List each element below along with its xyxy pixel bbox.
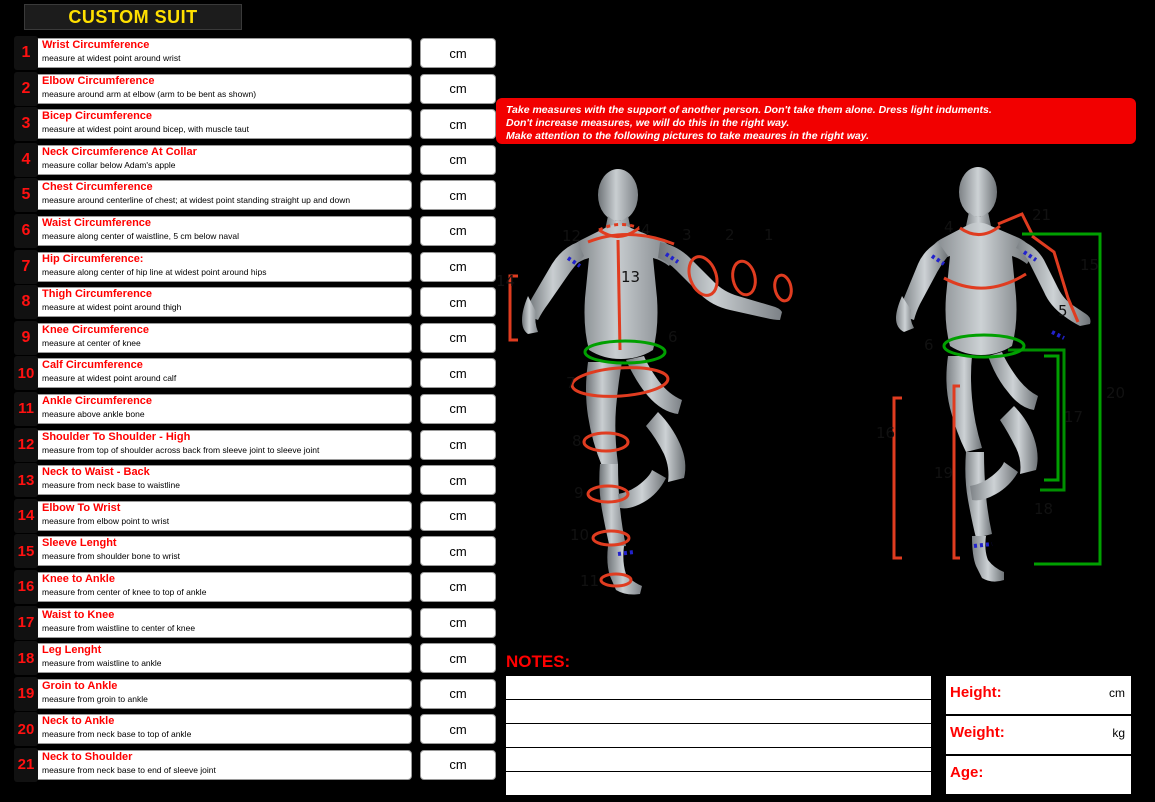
- notes-title: NOTES:: [506, 652, 571, 671]
- measurement-index-badge: 2: [14, 72, 38, 106]
- stat-row[interactable]: [946, 756, 1131, 796]
- measurement-index-badge: 5: [14, 178, 38, 212]
- svg-text:20: 20: [1106, 384, 1126, 402]
- measurement-label: Calf Circumference: [42, 359, 143, 372]
- measurement-label: Elbow To Wrist: [42, 501, 121, 514]
- measurement-value-input-15[interactable]: [420, 536, 496, 566]
- notes-line-input[interactable]: [506, 748, 931, 772]
- measurement-value-input-13[interactable]: [420, 465, 496, 495]
- measurement-value-input-1[interactable]: [420, 38, 496, 68]
- measurement-description: measure at widest point around thigh: [42, 302, 182, 313]
- measurement-row: [14, 712, 494, 748]
- measurement-value-input-6[interactable]: [420, 216, 496, 246]
- measurement-description: measure from groin to ankle: [42, 693, 148, 704]
- measurement-description: measure from top of shoulder across back from sleeve joint to sleeve joint: [42, 444, 320, 455]
- notes-line-input[interactable]: [506, 700, 931, 724]
- measurement-index-badge: 12: [14, 428, 38, 462]
- measurement-unit: cm: [449, 579, 467, 595]
- measurement-row: [14, 107, 494, 143]
- measurement-label: Neck to Waist - Back: [42, 466, 150, 479]
- svg-text:4: 4: [641, 221, 651, 239]
- measurement-unit: cm: [449, 543, 467, 559]
- svg-text:3: 3: [682, 226, 692, 244]
- measurement-label: Waist to Knee: [42, 608, 115, 621]
- measurement-index-badge: 1: [14, 36, 38, 70]
- measurement-label: Knee Circumference: [42, 323, 149, 336]
- measurement-unit: cm: [449, 259, 467, 275]
- measurement-description: measure from elbow point to wrist: [42, 515, 170, 526]
- measurement-index-badge: 7: [14, 250, 38, 284]
- measurement-value-input-7[interactable]: [420, 252, 496, 282]
- measurement-row: [14, 677, 494, 713]
- figure-back-view: [496, 169, 794, 595]
- svg-text:8: 8: [572, 432, 582, 450]
- measurement-unit: cm: [449, 365, 467, 381]
- measurement-description: measure along center of hip line at widest point around hips: [42, 266, 267, 277]
- measurement-unit: cm: [449, 45, 467, 61]
- measurement-unit: cm: [449, 472, 467, 488]
- measurement-row: [14, 321, 494, 357]
- measurement-value-input-14[interactable]: [420, 501, 496, 531]
- measurement-description: measure from center of knee to top of ankle: [42, 586, 207, 597]
- svg-text:12: 12: [562, 227, 582, 245]
- measurement-label: Knee to Ankle: [42, 572, 115, 585]
- measurement-list: [14, 36, 494, 783]
- measurement-unit: cm: [449, 686, 467, 702]
- measurement-row: [14, 428, 494, 464]
- measurement-index-badge: 21: [14, 748, 38, 782]
- measurement-description: measure at widest point around calf: [42, 373, 177, 384]
- measurement-row: [14, 178, 494, 214]
- measurement-label: Elbow Circumference: [42, 74, 155, 87]
- measurement-row: [14, 72, 494, 108]
- page-title: CUSTOM SUIT: [68, 6, 198, 27]
- svg-text:11: 11: [580, 572, 600, 590]
- measurement-index-badge: 9: [14, 321, 38, 355]
- svg-text:19: 19: [934, 464, 954, 482]
- measurement-description: measure at center of knee: [42, 337, 141, 348]
- stat-label: Age:: [950, 764, 984, 781]
- measurement-unit: cm: [449, 81, 467, 97]
- svg-text:13: 13: [621, 268, 641, 286]
- measurement-row: [14, 356, 494, 392]
- measurement-value-input-17[interactable]: [420, 608, 496, 638]
- notes-line-input[interactable]: [506, 724, 931, 748]
- measurement-label: Leg Lenght: [42, 644, 102, 657]
- measurement-unit: cm: [449, 401, 467, 417]
- notes-lines: [506, 676, 931, 796]
- measurement-index-badge: 11: [14, 392, 38, 426]
- warning-line-1: Take measures with the support of another person. Don't take them alone. Dress light induments.: [506, 104, 992, 116]
- measurement-description: measure along center of waistline, 5 cm below naval: [42, 230, 240, 241]
- measurement-value-input-2[interactable]: [420, 74, 496, 104]
- measurement-value-input-16[interactable]: [420, 572, 496, 602]
- measurement-description: measure from neck base to end of sleeve joint: [42, 764, 216, 775]
- measurement-label: Ankle Circumference: [42, 394, 153, 407]
- measurement-row: [14, 285, 494, 321]
- measurement-index-badge: 8: [14, 285, 38, 319]
- measurement-unit: cm: [449, 437, 467, 453]
- measurement-value-input-18[interactable]: [420, 643, 496, 673]
- measurement-label: Wrist Circumference: [42, 39, 150, 51]
- measurement-label: Neck Circumference At Collar: [42, 145, 197, 158]
- measurement-description: measure from neck base to waistline: [42, 480, 180, 491]
- measurement-index-badge: 15: [14, 534, 38, 568]
- measurement-value-input-9[interactable]: [420, 323, 496, 353]
- measurement-label: Chest Circumference: [42, 181, 153, 194]
- svg-text:14: 14: [496, 272, 516, 290]
- svg-text:10: 10: [570, 526, 590, 544]
- measurement-label: Waist Circumference: [42, 216, 152, 229]
- svg-text:21: 21: [1032, 206, 1052, 224]
- measurement-index-badge: 4: [14, 143, 38, 177]
- svg-text:9: 9: [574, 484, 584, 502]
- measurement-unit: cm: [449, 187, 467, 203]
- measurement-row: [14, 36, 494, 72]
- svg-text:17: 17: [1064, 408, 1084, 426]
- stat-row[interactable]: [946, 716, 1131, 756]
- measurement-label: Sleeve Lenght: [42, 537, 117, 550]
- measurement-unit: cm: [449, 721, 467, 737]
- measurement-value-input-11[interactable]: [420, 394, 496, 424]
- measurement-value-input-3[interactable]: [420, 109, 496, 139]
- measurement-description: measure at widest point around bicep, with muscle taut: [42, 124, 249, 135]
- measurement-value-input-19[interactable]: [420, 679, 496, 709]
- stat-row[interactable]: [946, 676, 1131, 716]
- measurement-index-badge: 10: [14, 356, 38, 390]
- svg-text:6: 6: [668, 328, 678, 346]
- measurement-diagram: [496, 150, 1146, 640]
- measurement-index-badge: 18: [14, 641, 38, 675]
- measurement-description: measure at widest point around wrist: [42, 53, 181, 63]
- svg-text:2: 2: [725, 226, 735, 244]
- measurement-index-badge: 14: [14, 499, 38, 533]
- measurement-description: measure from waistline to center of knee: [42, 622, 196, 633]
- measurement-row: [14, 392, 494, 428]
- measurement-label: Groin to Ankle: [42, 679, 118, 692]
- measurement-unit: cm: [449, 223, 467, 239]
- measurement-row: [14, 534, 494, 570]
- stat-unit: kg: [1112, 726, 1125, 740]
- measurement-unit: cm: [449, 757, 467, 773]
- measurement-description: measure around arm at elbow (arm to be bent as shown): [42, 88, 257, 99]
- measurement-index-badge: 13: [14, 463, 38, 497]
- measurement-unit: cm: [449, 330, 467, 346]
- figure-front-view: [876, 167, 1125, 582]
- measurement-value-input-8[interactable]: [420, 287, 496, 317]
- measurement-label: Thigh Circumference: [42, 288, 153, 301]
- page-title-bar: [24, 4, 242, 30]
- measurement-label: Bicep Circumference: [42, 110, 153, 123]
- stat-label: Weight:: [950, 724, 1005, 741]
- svg-text:15: 15: [1080, 256, 1100, 274]
- measurement-row: [14, 499, 494, 535]
- measurement-value-input-5[interactable]: [420, 180, 496, 210]
- measurement-label: Shoulder To Shoulder - High: [42, 430, 191, 443]
- measurement-unit: cm: [449, 116, 467, 132]
- measurement-index-badge: 6: [14, 214, 38, 248]
- measurement-row: [14, 606, 494, 642]
- warning-banner: [496, 98, 1136, 144]
- measurement-value-input-12[interactable]: [420, 430, 496, 460]
- svg-text:16: 16: [876, 424, 896, 442]
- measurement-index-badge: 19: [14, 677, 38, 711]
- svg-text:18: 18: [1034, 500, 1054, 518]
- measurement-description: measure above ankle bone: [42, 408, 145, 419]
- stat-label: Height:: [950, 684, 1002, 701]
- measurement-row: [14, 250, 494, 286]
- measurement-value-input-10[interactable]: [420, 358, 496, 388]
- notes-line-input[interactable]: [506, 676, 931, 700]
- measurement-description: measure from waistline to ankle: [42, 658, 162, 669]
- measurement-description: measure from neck base to top of ankle: [42, 729, 192, 740]
- warning-line-2: Don't increase measures, we will do this in the right way.: [506, 116, 790, 129]
- measurement-label: Hip Circumference:: [42, 252, 144, 265]
- notes-section: [506, 652, 931, 796]
- svg-text:5: 5: [1058, 302, 1068, 320]
- svg-text:7: 7: [566, 374, 576, 392]
- warning-line-3: Make attention to the following pictures to take meaures in the right way.: [506, 129, 870, 142]
- measurement-unit: cm: [449, 650, 467, 666]
- measurement-index-badge: 3: [14, 107, 38, 141]
- measurement-row: [14, 570, 494, 606]
- measurement-row: [14, 748, 494, 784]
- measurement-index-badge: 20: [14, 712, 38, 746]
- measurement-row: [14, 641, 494, 677]
- measurement-row: [14, 463, 494, 499]
- measurement-row: [14, 214, 494, 250]
- measurement-unit: cm: [449, 615, 467, 630]
- measurement-unit: cm: [449, 294, 467, 310]
- svg-text:1: 1: [764, 226, 774, 244]
- measurement-index-badge: 16: [14, 570, 38, 604]
- stat-unit: cm: [1109, 686, 1125, 700]
- measurement-value-input-20[interactable]: [420, 714, 496, 744]
- svg-text:6: 6: [924, 336, 934, 354]
- measurement-unit: cm: [449, 508, 467, 524]
- measurement-label: Neck to Shoulder: [42, 750, 133, 763]
- notes-line-input[interactable]: [506, 772, 931, 796]
- measurement-unit: cm: [449, 152, 467, 168]
- svg-text:4: 4: [944, 218, 954, 236]
- measurement-label: Neck to Ankle: [42, 715, 115, 728]
- measurement-description: measure collar below Adam's apple: [42, 159, 176, 170]
- measurement-row: [14, 143, 494, 179]
- measurement-index-badge: 17: [14, 606, 38, 640]
- stats-section: [946, 676, 1131, 796]
- measurement-value-input-4[interactable]: [420, 145, 496, 175]
- measurement-description: measure from shoulder bone to wrist: [42, 551, 180, 562]
- measurement-description: measure around centerline of chest; at widest point standing straight up and down: [42, 195, 351, 206]
- measurement-value-input-21[interactable]: [420, 750, 496, 780]
